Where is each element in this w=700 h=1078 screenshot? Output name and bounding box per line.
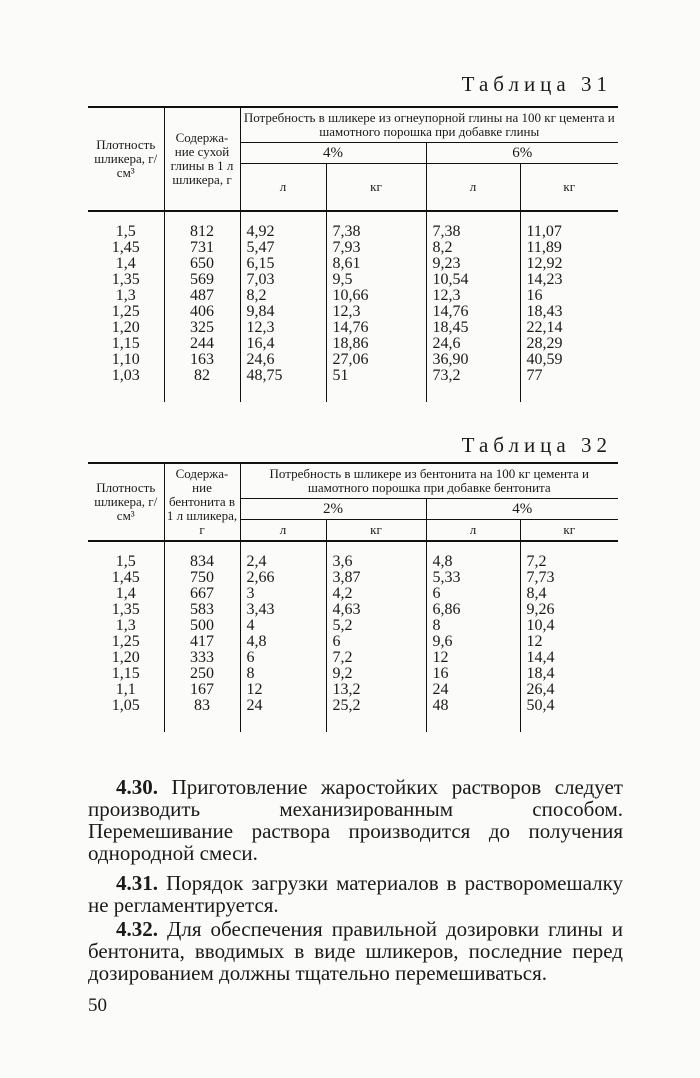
table-row — [88, 336, 618, 352]
table-cell: 6,86 — [426, 602, 520, 618]
paragraph-text: Порядок загрузки материалов в растворомешалку не регламентируется. — [88, 871, 623, 917]
table-cell: 9,26 — [520, 602, 618, 618]
paragraph-number: 4.31. — [116, 871, 158, 895]
table-row — [88, 368, 618, 402]
table-cell: 1,03 — [111, 367, 140, 384]
table-row — [88, 211, 618, 240]
table-cell: 12,92 — [520, 256, 618, 272]
paragraph-text: Для обеспечения правильной дозировки глины и бентонита, вводимых в виде шликеров, последние перед дозированием должны тщательно перемешиваться. — [88, 917, 624, 985]
table-cell: 3,87 — [326, 570, 426, 586]
col-header-dry-clay: Содержа- ние сухой глины в 1 л шликера, г — [164, 107, 240, 211]
table-cell: 1,5 — [115, 223, 136, 240]
table-cell: 3,6 — [326, 541, 426, 570]
col-header-percent-1: 2% — [240, 499, 426, 520]
table-cell: 9,23 — [426, 256, 520, 272]
col-header-unit: л — [426, 520, 520, 542]
table-cell: 24,6 — [426, 336, 520, 352]
table-cell: 6 — [326, 634, 426, 650]
table-cell: 8,61 — [326, 256, 426, 272]
table-cell: 244 — [164, 336, 240, 352]
table-row — [88, 570, 618, 586]
table-row — [88, 618, 618, 634]
table-cell: 6 — [426, 586, 520, 602]
paragraph-text: Приготовление жаростойких растворов следует производить механизированным способом. Перемешивание раствора производится до получения однородной смеси. — [88, 775, 623, 865]
table-cell: 16 — [520, 288, 618, 304]
table-cell: 8,2 — [240, 288, 326, 304]
table-32 — [88, 462, 618, 732]
table-cell: 7,38 — [426, 211, 520, 240]
table-cell: 1,4 — [115, 255, 136, 272]
table-cell: 650 — [164, 256, 240, 272]
table-row — [88, 602, 618, 618]
col-header-percent-2: 6% — [426, 143, 618, 164]
table-cell: 18,45 — [426, 320, 520, 336]
table-row — [88, 240, 618, 256]
table-row — [88, 586, 618, 602]
table-row — [88, 682, 618, 698]
table-cell: 1,15 — [111, 335, 140, 352]
table-cell: 9,2 — [326, 666, 426, 682]
table-cell: 12 — [240, 682, 326, 698]
table-cell: 3,43 — [240, 602, 326, 618]
table-cell: 5,33 — [426, 570, 520, 586]
table-cell: 36,90 — [426, 352, 520, 368]
table-cell: 750 — [164, 570, 240, 586]
col-header-unit: кг — [520, 164, 618, 212]
table-cell: 18,4 — [520, 666, 618, 682]
table-cell: 417 — [164, 634, 240, 650]
table-cell: 1,10 — [111, 351, 140, 368]
table-31-body — [88, 211, 618, 402]
table-cell: 12,3 — [240, 320, 326, 336]
table-cell: 1,25 — [111, 633, 140, 650]
table-cell: 28,29 — [520, 336, 618, 352]
table-cell: 1,15 — [111, 665, 140, 682]
table-cell: 1,1 — [115, 681, 136, 698]
table-cell: 7,03 — [240, 272, 326, 288]
table-cell: 2,66 — [240, 570, 326, 586]
table-row — [88, 320, 618, 336]
table-cell: 6 — [240, 650, 326, 666]
table-cell: 4,63 — [326, 602, 426, 618]
table-cell: 82 — [164, 368, 240, 402]
table-cell: 7,93 — [326, 240, 426, 256]
table-31-caption: Таблица 31 — [461, 72, 612, 96]
table-cell: 22,14 — [520, 320, 618, 336]
table-cell: 4,2 — [326, 586, 426, 602]
table-cell: 50,4 — [520, 698, 618, 732]
table-cell: 16,4 — [240, 336, 326, 352]
table-cell: 12,3 — [326, 304, 426, 320]
table-cell: 250 — [164, 666, 240, 682]
table-cell: 1,20 — [111, 319, 140, 336]
table-cell: 1,3 — [115, 287, 136, 304]
table-cell: 500 — [164, 618, 240, 634]
col-header-unit: л — [240, 164, 326, 212]
col-header-need: Потребность в шликере из огнеупорной глины на 100 кг цемента и шамотного порошка при добавке глины — [240, 107, 618, 143]
table-cell: 24 — [240, 698, 326, 732]
table-cell: 14,4 — [520, 650, 618, 666]
table-cell: 8,2 — [426, 240, 520, 256]
table-cell: 73,2 — [426, 368, 520, 402]
table-cell: 163 — [164, 352, 240, 368]
table-row — [88, 272, 618, 288]
table-cell: 1,45 — [111, 569, 140, 586]
table-cell: 9,5 — [326, 272, 426, 288]
table-cell: 1,05 — [111, 697, 140, 714]
table-cell: 11,89 — [520, 240, 618, 256]
table-cell: 48,75 — [240, 368, 326, 402]
table-cell: 51 — [326, 368, 426, 402]
col-header-density: Плотность шликера, г/см³ — [88, 463, 164, 541]
paragraph-number: 4.32. — [116, 917, 158, 941]
table-cell: 4,8 — [426, 541, 520, 570]
paragraph-4-31 — [88, 872, 623, 916]
table-cell: 7,2 — [326, 650, 426, 666]
table-cell: 7,73 — [520, 570, 618, 586]
table-cell: 7,38 — [326, 211, 426, 240]
table-cell: 14,76 — [326, 320, 426, 336]
col-header-need: Потребность в шликере из бентонита на 100 кг цемента и шамотного порошка при добавке бентонита — [240, 463, 618, 499]
table-row — [88, 650, 618, 666]
table-cell: 1,20 — [111, 649, 140, 666]
table-cell: 4,8 — [240, 634, 326, 650]
page-number: 50 — [88, 995, 107, 1016]
table-cell: 8 — [426, 618, 520, 634]
table-cell: 1,35 — [111, 271, 140, 288]
table-cell: 5,47 — [240, 240, 326, 256]
table-cell: 333 — [164, 650, 240, 666]
table-row — [88, 634, 618, 650]
table-cell: 487 — [164, 288, 240, 304]
table-cell: 1,5 — [115, 553, 136, 570]
col-header-unit: кг — [520, 520, 618, 542]
table-cell: 1,4 — [115, 585, 136, 602]
paragraph-4-30 — [88, 776, 623, 864]
table-cell: 16 — [426, 666, 520, 682]
table-row — [88, 288, 618, 304]
table-cell: 24,6 — [240, 352, 326, 368]
col-header-percent-1: 4% — [240, 143, 426, 164]
table-cell: 1,45 — [111, 239, 140, 256]
col-header-unit: кг — [326, 164, 426, 212]
table-cell: 7,2 — [520, 541, 618, 570]
table-cell: 1,35 — [111, 601, 140, 618]
table-cell: 13,2 — [326, 682, 426, 698]
table-cell: 583 — [164, 602, 240, 618]
table-cell: 14,23 — [520, 272, 618, 288]
table-cell: 3 — [240, 586, 326, 602]
table-cell: 14,76 — [426, 304, 520, 320]
table-row — [88, 256, 618, 272]
table-row — [88, 541, 618, 570]
table-cell: 325 — [164, 320, 240, 336]
table-cell: 25,2 — [326, 698, 426, 732]
table-cell: 834 — [164, 541, 240, 570]
table-32-body — [88, 541, 618, 732]
table-cell: 11,07 — [520, 211, 618, 240]
table-cell: 10,54 — [426, 272, 520, 288]
table-cell: 24 — [426, 682, 520, 698]
table-cell: 48 — [426, 698, 520, 732]
table-row — [88, 304, 618, 320]
col-header-bentonite: Содержа- ние бентонита в 1 л шликера, г — [164, 463, 240, 541]
table-cell: 1,3 — [115, 617, 136, 634]
table-cell: 731 — [164, 240, 240, 256]
table-cell: 83 — [164, 698, 240, 732]
table-cell: 4,92 — [240, 211, 326, 240]
table-cell: 167 — [164, 682, 240, 698]
table-cell: 1,25 — [111, 303, 140, 320]
table-cell: 12 — [520, 634, 618, 650]
table-31 — [88, 106, 618, 402]
table-cell: 12,3 — [426, 288, 520, 304]
table-cell: 18,86 — [326, 336, 426, 352]
table-cell: 12 — [426, 650, 520, 666]
table-cell: 9,84 — [240, 304, 326, 320]
table-cell: 569 — [164, 272, 240, 288]
table-cell: 27,06 — [326, 352, 426, 368]
col-header-unit: кг — [326, 520, 426, 542]
table-32-caption: Таблица 32 — [461, 433, 612, 457]
col-header-unit: л — [240, 520, 326, 542]
table-cell: 2,4 — [240, 541, 326, 570]
paragraph-4-32 — [88, 918, 623, 984]
table-cell: 26,4 — [520, 682, 618, 698]
table-cell: 406 — [164, 304, 240, 320]
table-cell: 10,4 — [520, 618, 618, 634]
table-row — [88, 666, 618, 682]
table-cell: 10,66 — [326, 288, 426, 304]
table-cell: 812 — [164, 211, 240, 240]
col-header-unit: л — [426, 164, 520, 212]
table-cell: 6,15 — [240, 256, 326, 272]
table-cell: 5,2 — [326, 618, 426, 634]
table-cell: 8 — [240, 666, 326, 682]
paragraph-number: 4.30. — [116, 775, 158, 799]
table-cell: 77 — [520, 368, 618, 402]
table-cell: 8,4 — [520, 586, 618, 602]
table-row — [88, 352, 618, 368]
table-cell: 667 — [164, 586, 240, 602]
table-cell: 40,59 — [520, 352, 618, 368]
col-header-percent-2: 4% — [426, 499, 618, 520]
col-header-density: Плотность шликера, г/см³ — [88, 107, 164, 211]
table-cell: 9,6 — [426, 634, 520, 650]
table-row — [88, 698, 618, 732]
table-cell: 18,43 — [520, 304, 618, 320]
table-cell: 4 — [240, 618, 326, 634]
